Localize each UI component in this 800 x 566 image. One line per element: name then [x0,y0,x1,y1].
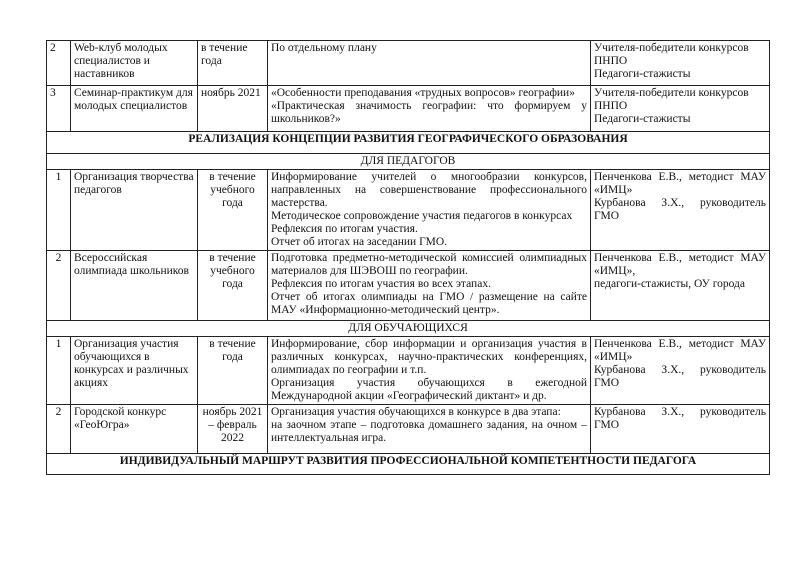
responsible-line: Пенченкова Е.В., методист МАУ «ИМЦ», [594,252,766,277]
table-row [47,86,770,132]
table-row [47,41,770,86]
row-number: 2 [47,251,71,321]
responsible-line: Курбанова З.Х., руководитель ГМО [594,197,766,222]
subsection-heading: ДЛЯ ПЕДАГОГОВ [47,154,770,170]
responsible-line: Педагоги-стажисты [594,68,691,80]
subsection-heading: ДЛЯ ОБУЧАЮЩИХСЯ [47,321,770,337]
table-row [47,170,770,251]
row-number: 3 [47,86,71,132]
event-content [268,405,591,454]
event-date: в течение учебного года [198,170,268,251]
event-content [268,41,591,86]
responsible-line: Курбанова З.Х., руководитель ГМО [594,364,766,389]
content-line: Информирование, сбор информации и организация участия в различных конкурсах, научно-практических конференциях, олимпиадах по географии и т.п. [271,338,587,376]
row-number: 1 [47,337,71,405]
event-date: ноябрь 2021 [198,86,268,132]
content-line: Информирование учителей о многообразии конкурсов, направленных на совершенствование профессионального мастерства. [271,171,587,209]
table-row [47,251,770,321]
responsible-line: педагоги-стажисты, ОУ города [594,278,746,290]
responsible [591,170,770,251]
event-content [268,170,591,251]
event-content [268,251,591,321]
content-line: По отдельному плану [271,42,377,54]
section-heading: РЕАЛИЗАЦИЯ КОНЦЕПЦИИ РАЗВИТИЯ ГЕОГРАФИЧЕСКОГО ОБРАЗОВАНИЯ [47,132,770,154]
event-content [268,86,591,132]
row-number: 2 [47,405,71,454]
responsible-line: Пенченкова Е.В., методист МАУ «ИМЦ» [594,338,766,363]
responsible-line: Учителя-победители конкурсов ПНПО [594,42,749,67]
event-date: в течение учебного года [198,251,268,321]
event-date: в течение года [198,337,268,405]
event-date: ноябрь 2021 – февраль 2022 [198,405,268,454]
responsible [591,405,770,454]
content-line: Отчет об итогах олимпиады на ГМО / размещение на сайте МАУ «Информационно-методический центр». [271,291,587,316]
event-name: Организация участия обучающихся в конкурсах и различных акциях [71,337,198,405]
responsible [591,251,770,321]
responsible-line: Курбанова З.Х., руководитель ГМО [594,406,766,431]
responsible [591,41,770,86]
content-line: «Особенности преподавания «трудных вопросов» географии» [271,87,575,99]
responsible [591,86,770,132]
event-name: Семинар-практикум для молодых специалистов [71,86,198,132]
table-row [47,337,770,405]
row-number: 2 [47,41,71,86]
event-name: Всероссийская олимпиада школьников [71,251,198,321]
content-line: Рефлексия по итогам участия во всех этапах. [271,278,491,290]
plan-table [46,40,770,475]
section-heading: ИНДИВИДУАЛЬНЫЙ МАРШРУТ РАЗВИТИЯ ПРОФЕССИОНАЛЬНОЙ КОМПЕТЕНТНОСТИ ПЕДАГОГА [47,454,770,475]
content-line: Организация участия обучающихся в ежегодной Международной акции «Географический диктант» и др. [271,377,587,402]
content-line: Методическое сопровождение участия педагогов в конкурсах [271,210,573,222]
event-name: Организация творчества педагогов [71,170,198,251]
responsible-line: Учителя-победители конкурсов ПНПО [594,87,749,112]
responsible-line: Педагоги-стажисты [594,113,691,125]
content-line: Организация участия обучающихся в конкурсе в два этапа: [271,406,561,418]
row-number: 1 [47,170,71,251]
content-line: Подготовка предметно-методической комиссией олимпиадных материалов для ШЭВОШ по географии. [271,252,587,277]
event-content [268,337,591,405]
event-name: Городской конкурс «ГеоЮгра» [71,405,198,454]
responsible [591,337,770,405]
content-line: на заочном этапе – подготовка домашнего задания, на очном – интеллектуальная игра. [271,419,587,444]
event-date: в течение года [198,41,268,86]
content-line: Рефлексия по итогам участия. [271,223,418,235]
content-line: «Практическая значимость географии: что формируем у школьников?» [271,100,587,125]
responsible-line: Пенченкова Е.В., методист МАУ «ИМЦ» [594,171,766,196]
event-name: Web-клуб молодых специалистов и наставников [71,41,198,86]
content-line: Отчет об итогах на заседании ГМО. [271,236,447,248]
table-row [47,405,770,454]
